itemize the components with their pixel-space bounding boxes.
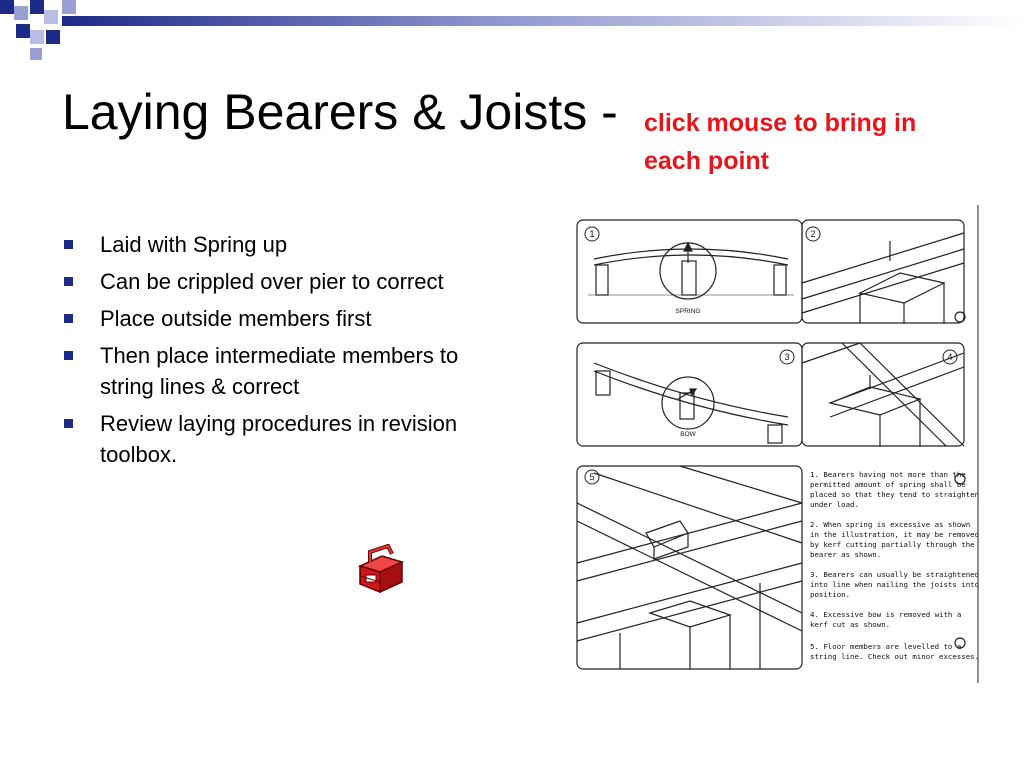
- note-line: position.: [810, 590, 851, 599]
- bearers-illustration: [560, 203, 982, 685]
- note-line: by kerf cutting partially through the: [810, 540, 975, 549]
- bullet-square-icon: [64, 240, 73, 249]
- bullet-text: Laid with Spring up: [100, 232, 288, 257]
- note-line: 5. Floor members are levelled to a: [810, 642, 962, 651]
- note-line: in the illustration, it may be removed: [810, 530, 980, 539]
- note-line: into line when nailing the joists into: [810, 580, 980, 589]
- bullet-item: [62, 340, 502, 402]
- toolbox-icon[interactable]: [352, 544, 408, 596]
- note-line: string line. Check out minor excesses.: [810, 652, 980, 661]
- bullet-text: Then place intermediate members to string lines & correct: [100, 343, 459, 399]
- slide-subtitle: click mouse to bring in each point: [644, 109, 917, 175]
- bullet-item: [62, 229, 502, 260]
- bullet-item: [62, 303, 502, 334]
- bullet-square-icon: [64, 314, 73, 323]
- panel-number: 3: [784, 352, 790, 362]
- note-line: kerf cut as shown.: [810, 620, 891, 629]
- note-line: permitted amount of spring shall be: [810, 480, 966, 489]
- note-line: 3. Bearers can usually be straightened: [810, 570, 980, 579]
- note-line: bearer as shown.: [810, 550, 882, 559]
- panel-number: 5: [589, 472, 595, 482]
- bullet-list: [62, 229, 502, 476]
- note-line: under load.: [810, 500, 859, 509]
- note-line: 2. When spring is excessive as shown: [810, 520, 971, 529]
- panel-number: 2: [810, 229, 816, 239]
- bullet-square-icon: [64, 277, 73, 286]
- bullet-text: Review laying procedures in revision toolbox.: [100, 411, 458, 467]
- header-decoration: [0, 0, 1024, 60]
- panel-number: 1: [589, 229, 595, 239]
- spring-caption: SPRING: [675, 308, 701, 315]
- note-line: 1. Bearers having not more than the: [810, 470, 966, 479]
- panel-number: 4: [947, 352, 953, 362]
- slide-title: Laying Bearers & Joists -: [62, 84, 618, 140]
- note-line: 4. Excessive bow is removed with a: [810, 610, 962, 619]
- bow-caption: BOW: [680, 431, 696, 438]
- bullet-square-icon: [64, 351, 73, 360]
- bullet-text: Place outside members first: [100, 306, 372, 331]
- bullet-text: Can be crippled over pier to correct: [100, 269, 444, 294]
- note-line: placed so that they tend to straighten: [810, 490, 980, 499]
- bullet-item: [62, 266, 502, 297]
- bullet-square-icon: [64, 419, 73, 428]
- bullet-item: [62, 408, 502, 470]
